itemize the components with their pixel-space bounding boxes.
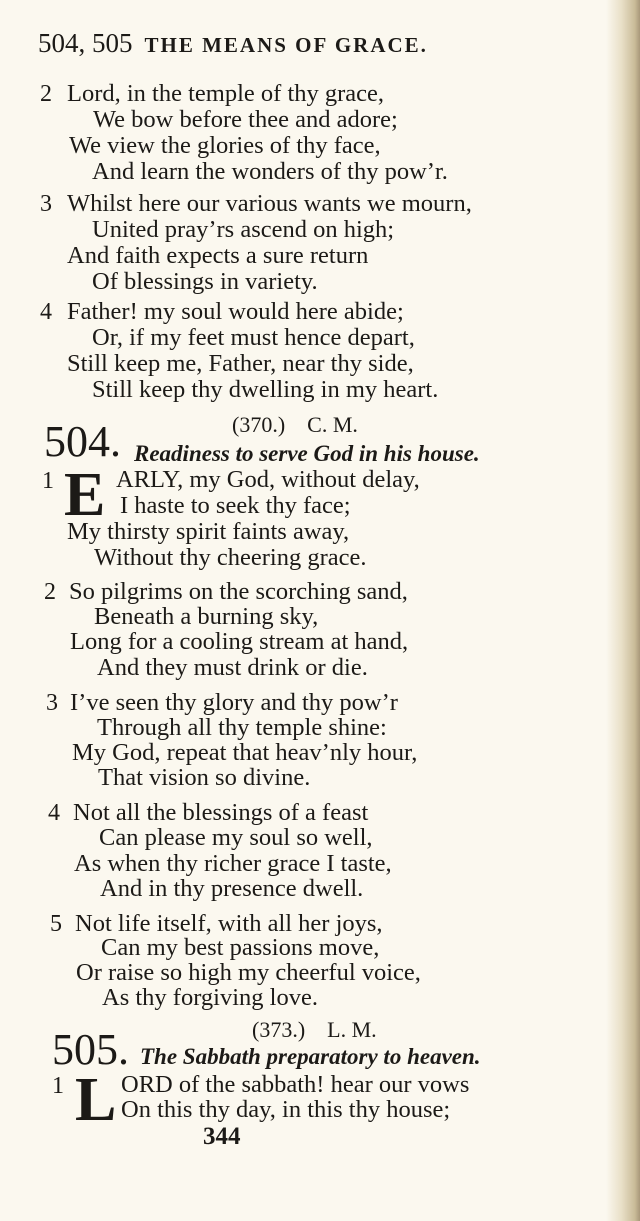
verse-line: Father! my soul would here abide; xyxy=(67,298,404,325)
verse-line: Not life itself, with all her joys, xyxy=(75,910,383,937)
verse-line: ORD of the sabbath! hear our vows xyxy=(121,1071,470,1098)
hymn-meter: L. M. xyxy=(327,1017,377,1042)
verse-number: 2 xyxy=(40,81,52,107)
verse-line: Can my best passions move, xyxy=(101,934,380,961)
hymn-number: 505. xyxy=(52,1025,129,1074)
page-spine-shadow xyxy=(606,0,640,1221)
verse-line: Of blessings in variety. xyxy=(92,268,318,295)
verse-number: 2 xyxy=(44,579,56,605)
page-number: 344 xyxy=(203,1123,241,1150)
verse-line: Long for a cooling stream at hand, xyxy=(70,628,409,655)
hymn-number: 504. xyxy=(44,417,121,466)
verse-line: Or, if my feet must hence depart, xyxy=(92,324,415,351)
hymn-title: The Sabbath preparatory to heaven. xyxy=(140,1044,481,1069)
verse-number: 3 xyxy=(40,191,52,217)
verse-line: Or raise so high my cheerful voice, xyxy=(76,959,421,986)
verse-number: 5 xyxy=(50,911,62,937)
verse-line: I haste to seek thy face; xyxy=(120,492,351,519)
verse-number: 4 xyxy=(48,800,60,826)
verse-line: I’ve seen thy glory and thy pow’r xyxy=(70,689,398,716)
verse-line: Whilst here our various wants we mourn, xyxy=(67,190,472,217)
header-title: THE MEANS OF GRACE. xyxy=(144,33,428,57)
verse-number: 3 xyxy=(46,690,58,716)
verse-line: And they must drink or die. xyxy=(97,654,368,681)
running-header xyxy=(38,28,428,59)
verse-line: As when thy richer grace I taste, xyxy=(74,850,392,877)
verse-line: ARLY, my God, without delay, xyxy=(116,466,420,493)
verse-line: Can please my soul so well, xyxy=(99,824,373,851)
drop-cap: E xyxy=(64,461,106,529)
verse-line: United pray’rs ascend on high; xyxy=(92,216,395,243)
verse-line: Through all thy temple shine: xyxy=(97,714,387,741)
verse-line: Lord, in the temple of thy grace, xyxy=(67,80,385,107)
verse-line: My God, repeat that heav’nly hour, xyxy=(72,739,418,766)
verse-line: And faith expects a sure return xyxy=(67,242,369,269)
verse-number: 1 xyxy=(52,1073,64,1099)
verse-line: And learn the wonders of thy pow’r. xyxy=(92,158,448,185)
verse-line: Not all the blessings of a feast xyxy=(73,799,369,826)
verse-line: We bow before thee and adore; xyxy=(93,106,398,133)
hymn-meta xyxy=(252,1019,377,1041)
hymn-title: Readiness to serve God in his house. xyxy=(134,441,480,466)
verse-line: On this thy day, in this thy house; xyxy=(121,1096,451,1123)
verse-number: 1 xyxy=(42,468,54,494)
verse-line: So pilgrims on the scorching sand, xyxy=(69,578,408,605)
verse-line: As thy forgiving love. xyxy=(102,984,318,1011)
verse-number: 4 xyxy=(40,299,52,325)
verse-line: And in thy presence dwell. xyxy=(100,875,364,902)
hymn-meter: C. M. xyxy=(307,412,358,437)
header-hymn-numbers: 504, 505 xyxy=(38,28,133,58)
drop-cap: L xyxy=(75,1066,117,1134)
verse-line: Still keep thy dwelling in my heart. xyxy=(92,376,439,403)
verse-line: Still keep me, Father, near thy side, xyxy=(67,350,414,377)
hymn-ref: (373.) xyxy=(252,1017,306,1042)
verse-line: That vision so divine. xyxy=(98,764,311,791)
verse-line: Beneath a burning sky, xyxy=(94,603,319,630)
verse-line: We view the glories of thy face, xyxy=(69,132,381,159)
hymn-ref: (370.) xyxy=(232,412,286,437)
hymn-meta xyxy=(232,414,358,436)
verse-line: Without thy cheering grace. xyxy=(94,544,367,571)
verse-line: My thirsty spirit faints away, xyxy=(67,518,350,545)
